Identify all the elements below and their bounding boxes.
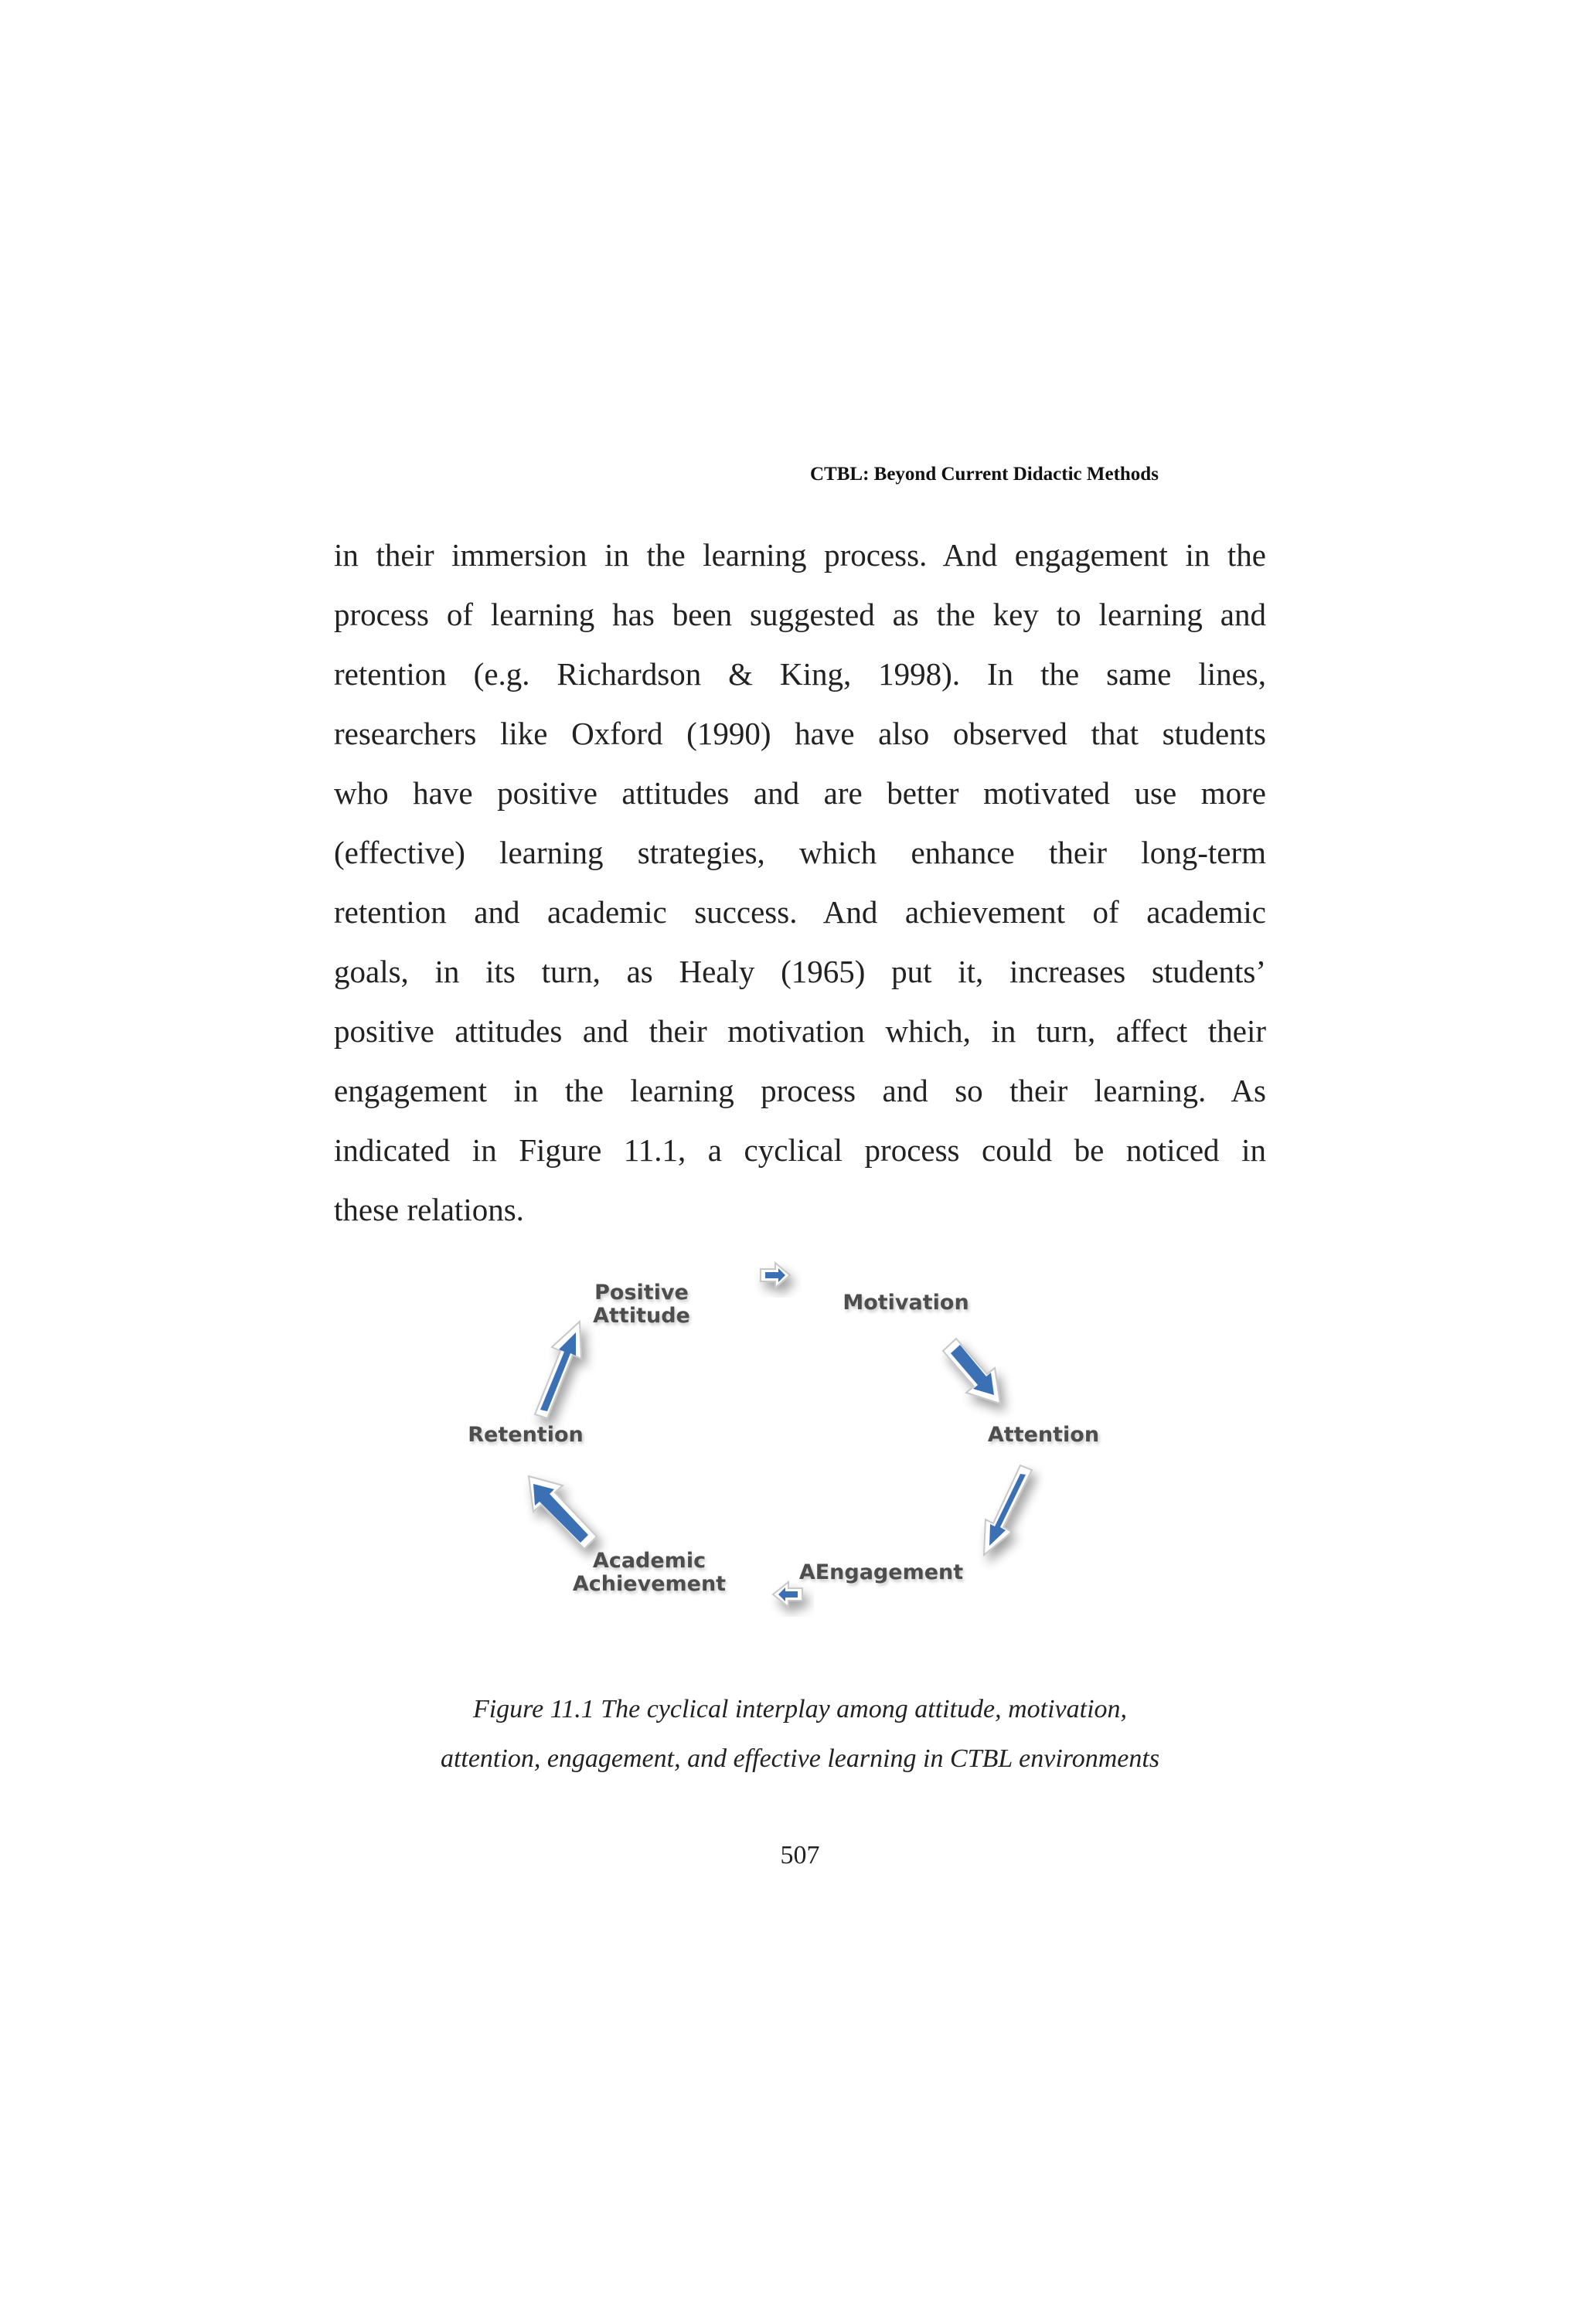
arrow-retention-to-attitude [535, 1322, 581, 1418]
arrow-engagement-to-achievement [773, 1582, 802, 1607]
page-number: 507 [780, 1841, 820, 1870]
node-academic-achievement: Academic Achievement [572, 1549, 727, 1596]
node-retention: Retention [468, 1423, 584, 1447]
body-line: researchers like Oxford (1990) have also observed that students [334, 716, 1266, 751]
cycle-diagram [433, 1252, 1159, 1631]
body-line: engagement in the learning process and so their learning. As [334, 1073, 1266, 1108]
body-line: retention (e.g. Richardson & King, 1998). In the same lines, [334, 656, 1266, 692]
body-line: goals, in its turn, as Healy (1965) put it, increases students’ [334, 954, 1266, 989]
body-line: positive attitudes and their motivation which, in turn, affect their [334, 1013, 1266, 1049]
node-positive-attitude: Positive Attitude [593, 1281, 690, 1328]
body-line: these relations. [334, 1192, 524, 1227]
body-line: in their immersion in the learning process. And engagement in the [334, 537, 1266, 573]
figure-caption: Figure 11.1 The cyclical interplay among attitude, motivation, [472, 1695, 1128, 1723]
body-line: indicated in Figure 11.1, a cyclical process could be noticed in [334, 1132, 1266, 1168]
arrow-attitude-to-motivation [761, 1263, 790, 1288]
body-paragraph [334, 526, 1266, 1240]
body-line: (effective) learning strategies, which enhance their long-term [334, 835, 1266, 870]
node-engagement: AEngagement [798, 1560, 964, 1584]
body-line: who have positive attitudes and are better motivated use more [334, 775, 1266, 811]
node-attention: Attention [987, 1423, 1100, 1447]
body-line: process of learning has been suggested as the key to learning and [334, 597, 1266, 632]
body-line: retention and academic success. And achievement of academic [334, 894, 1266, 930]
arrow-attention-to-engagement [984, 1465, 1032, 1555]
arrow-achievement-to-retention [529, 1476, 597, 1549]
running-head: CTBL: Beyond Current Didactic Methods [810, 464, 1159, 485]
arrow-motivation-to-attention [943, 1339, 1000, 1404]
node-motivation: Motivation [843, 1291, 969, 1315]
figure-caption-line-2: attention, engagement, and effective learning in CTBL environments [440, 1744, 1160, 1773]
